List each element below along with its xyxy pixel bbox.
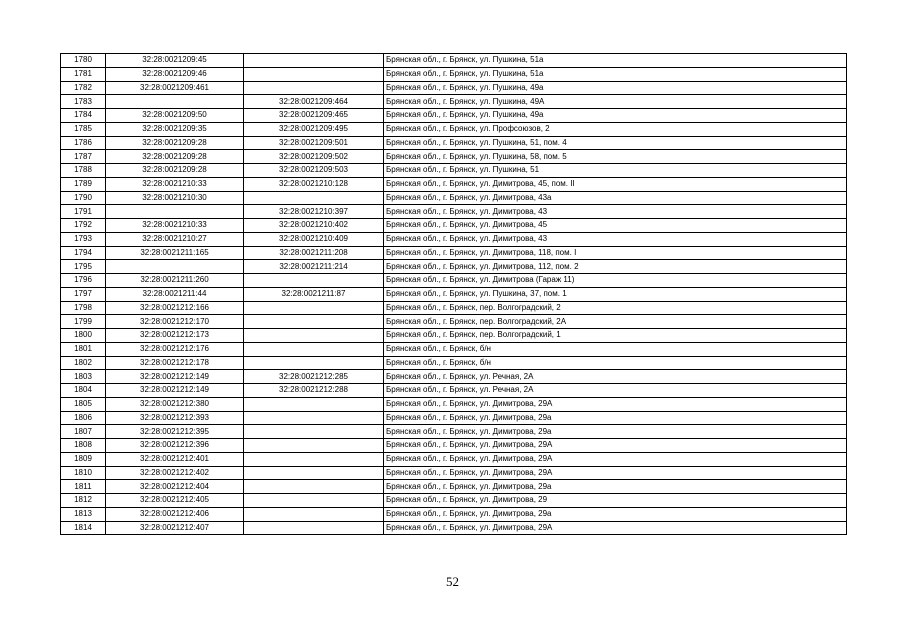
cadastral-number-cell: 32:28:0021211:165 [106,246,244,260]
address-cell: Брянская обл., г. Брянск, ул. Пушкина, 49А [384,95,847,109]
cadastral-number-cell: 32:28:0021212:149 [106,384,244,398]
address-cell: Брянская обл., г. Брянск, ул. Димитрова (Гараж 11) [384,274,847,288]
address-cell: Брянская обл., г. Брянск, б/н [384,342,847,356]
registry-table-body [61,54,847,535]
sub-object-number-cell [244,329,384,343]
row-number-cell: 1786 [61,136,106,150]
sub-object-number-cell [244,466,384,480]
sub-object-number-cell [244,191,384,205]
row-number-cell: 1814 [61,521,106,535]
address-cell: Брянская обл., г. Брянск, ул. Пушкина, 51а [384,67,847,81]
row-number-cell: 1781 [61,67,106,81]
address-cell: Брянская обл., г. Брянск, ул. Димитрова, 29А [384,397,847,411]
table-row [61,411,847,425]
address-cell: Брянская обл., г. Брянск, ул. Пушкина, 58, пом. 5 [384,150,847,164]
cadastral-number-cell: 32:28:0021210:33 [106,219,244,233]
row-number-cell: 1793 [61,232,106,246]
row-number-cell: 1810 [61,466,106,480]
row-number-cell: 1799 [61,315,106,329]
cadastral-number-cell: 32:28:0021209:46 [106,67,244,81]
table-row [61,109,847,123]
sub-object-number-cell [244,452,384,466]
table-row [61,246,847,260]
address-cell: Брянская обл., г. Брянск, ул. Димитрова, 29а [384,480,847,494]
row-number-cell: 1794 [61,246,106,260]
row-number-cell: 1782 [61,81,106,95]
table-row [61,177,847,191]
cadastral-number-cell: 32:28:0021212:402 [106,466,244,480]
table-row [61,81,847,95]
table-row [61,342,847,356]
row-number-cell: 1788 [61,164,106,178]
row-number-cell: 1796 [61,274,106,288]
table-row [61,494,847,508]
table-row [61,205,847,219]
cadastral-number-cell: 32:28:0021212:395 [106,425,244,439]
cadastral-number-cell: 32:28:0021209:28 [106,136,244,150]
table-row [61,397,847,411]
address-cell: Брянская обл., г. Брянск, б/н [384,356,847,370]
table-row [61,54,847,68]
sub-object-number-cell [244,54,384,68]
cadastral-number-cell: 32:28:0021212:173 [106,329,244,343]
address-cell: Брянская обл., г. Брянск, ул. Пушкина, 51, пом. 4 [384,136,847,150]
row-number-cell: 1808 [61,439,106,453]
sub-object-number-cell [244,67,384,81]
address-cell: Брянская обл., г. Брянск, ул. Пушкина, 49а [384,81,847,95]
sub-object-number-cell: 32:28:0021209:502 [244,150,384,164]
table-row [61,480,847,494]
cadastral-number-cell: 32:28:0021209:50 [106,109,244,123]
table-row [61,287,847,301]
cadastral-number-cell: 32:28:0021209:35 [106,122,244,136]
sub-object-number-cell [244,507,384,521]
table-row [61,370,847,384]
cadastral-number-cell: 32:28:0021212:405 [106,494,244,508]
table-row [61,274,847,288]
address-cell: Брянская обл., г. Брянск, ул. Пушкина, 51а [384,54,847,68]
row-number-cell: 1787 [61,150,106,164]
row-number-cell: 1791 [61,205,106,219]
row-number-cell: 1813 [61,507,106,521]
address-cell: Брянская обл., г. Брянск, ул. Димитрова, 29а [384,425,847,439]
address-cell: Брянская обл., г. Брянск, ул. Димитрова, 29А [384,439,847,453]
address-cell: Брянская обл., г. Брянск, ул. Речная, 2А [384,384,847,398]
address-cell: Брянская обл., г. Брянск, пер. Волгоградский, 2 [384,301,847,315]
sub-object-number-cell [244,315,384,329]
cadastral-number-cell: 32:28:0021209:45 [106,54,244,68]
page-number: 52 [446,574,459,589]
row-number-cell: 1785 [61,122,106,136]
cadastral-number-cell: 32:28:0021212:406 [106,507,244,521]
table-row [61,136,847,150]
cadastral-number-cell: 32:28:0021212:396 [106,439,244,453]
address-cell: Брянская обл., г. Брянск, ул. Димитрова, 45, пом. II [384,177,847,191]
address-cell: Брянская обл., г. Брянск, ул. Пушкина, 49а [384,109,847,123]
sub-object-number-cell: 32:28:0021209:503 [244,164,384,178]
cadastral-number-cell: 32:28:0021211:260 [106,274,244,288]
table-row [61,95,847,109]
table-row [61,191,847,205]
row-number-cell: 1784 [61,109,106,123]
sub-object-number-cell [244,81,384,95]
cadastral-number-cell [106,260,244,274]
row-number-cell: 1783 [61,95,106,109]
sub-object-number-cell: 32:28:0021212:288 [244,384,384,398]
cadastral-number-cell: 32:28:0021209:28 [106,150,244,164]
table-row [61,521,847,535]
row-number-cell: 1806 [61,411,106,425]
table-row [61,466,847,480]
address-cell: Брянская обл., г. Брянск, ул. Пушкина, 51 [384,164,847,178]
sub-object-number-cell: 32:28:0021210:409 [244,232,384,246]
row-number-cell: 1802 [61,356,106,370]
row-number-cell: 1811 [61,480,106,494]
row-number-cell: 1807 [61,425,106,439]
table-row [61,67,847,81]
cadastral-number-cell: 32:28:0021211:44 [106,287,244,301]
row-number-cell: 1789 [61,177,106,191]
sub-object-number-cell: 32:28:0021211:214 [244,260,384,274]
row-number-cell: 1792 [61,219,106,233]
property-registry-table [60,53,847,535]
sub-object-number-cell [244,356,384,370]
cadastral-number-cell: 32:28:0021212:178 [106,356,244,370]
row-number-cell: 1795 [61,260,106,274]
table-row [61,425,847,439]
sub-object-number-cell [244,425,384,439]
sub-object-number-cell [244,494,384,508]
cadastral-number-cell: 32:28:0021212:176 [106,342,244,356]
sub-object-number-cell [244,411,384,425]
row-number-cell: 1801 [61,342,106,356]
sub-object-number-cell: 32:28:0021210:397 [244,205,384,219]
sub-object-number-cell: 32:28:0021212:285 [244,370,384,384]
row-number-cell: 1809 [61,452,106,466]
address-cell: Брянская обл., г. Брянск, ул. Димитрова, 43 [384,205,847,219]
address-cell: Брянская обл., г. Брянск, ул. Димитрова, 29А [384,521,847,535]
sub-object-number-cell [244,521,384,535]
cadastral-number-cell: 32:28:0021212:401 [106,452,244,466]
table-row [61,301,847,315]
sub-object-number-cell: 32:28:0021209:501 [244,136,384,150]
sub-object-number-cell [244,439,384,453]
sub-object-number-cell: 32:28:0021209:465 [244,109,384,123]
cadastral-number-cell: 32:28:0021212:404 [106,480,244,494]
address-cell: Брянская обл., г. Брянск, ул. Димитрова, 29а [384,507,847,521]
table-row [61,150,847,164]
row-number-cell: 1800 [61,329,106,343]
cadastral-number-cell: 32:28:0021209:28 [106,164,244,178]
address-cell: Брянская обл., г. Брянск, ул. Пушкина, 37, пом. 1 [384,287,847,301]
cadastral-number-cell: 32:28:0021210:30 [106,191,244,205]
cadastral-number-cell: 32:28:0021209:461 [106,81,244,95]
sub-object-number-cell [244,480,384,494]
table-row [61,219,847,233]
table-row [61,384,847,398]
sub-object-number-cell [244,342,384,356]
sub-object-number-cell [244,301,384,315]
address-cell: Брянская обл., г. Брянск, пер. Волгоградский, 2А [384,315,847,329]
cadastral-number-cell [106,205,244,219]
table-row [61,232,847,246]
sub-object-number-cell: 32:28:0021210:402 [244,219,384,233]
row-number-cell: 1803 [61,370,106,384]
cadastral-number-cell: 32:28:0021212:393 [106,411,244,425]
cadastral-number-cell: 32:28:0021212:407 [106,521,244,535]
address-cell: Брянская обл., г. Брянск, ул. Речная, 2А [384,370,847,384]
table-row [61,122,847,136]
table-row [61,260,847,274]
sub-object-number-cell [244,397,384,411]
row-number-cell: 1797 [61,287,106,301]
sub-object-number-cell: 32:28:0021210:128 [244,177,384,191]
address-cell: Брянская обл., г. Брянск, ул. Димитрова, 29 [384,494,847,508]
address-cell: Брянская обл., г. Брянск, ул. Димитрова, 29А [384,466,847,480]
row-number-cell: 1812 [61,494,106,508]
address-cell: Брянская обл., г. Брянск, ул. Димитрова, 45 [384,219,847,233]
table-row [61,315,847,329]
cadastral-number-cell: 32:28:0021212:149 [106,370,244,384]
address-cell: Брянская обл., г. Брянск, пер. Волгоградский, 1 [384,329,847,343]
address-cell: Брянская обл., г. Брянск, ул. Димитрова, 112, пом. 2 [384,260,847,274]
address-cell: Брянская обл., г. Брянск, ул. Димитрова, 43а [384,191,847,205]
sub-object-number-cell: 32:28:0021211:87 [244,287,384,301]
cadastral-number-cell: 32:28:0021212:380 [106,397,244,411]
address-cell: Брянская обл., г. Брянск, ул. Димитрова, 118, пом. I [384,246,847,260]
table-row [61,507,847,521]
address-cell: Брянская обл., г. Брянск, ул. Профсоюзов, 2 [384,122,847,136]
cadastral-number-cell: 32:28:0021210:33 [106,177,244,191]
address-cell: Брянская обл., г. Брянск, ул. Димитрова, 29а [384,411,847,425]
row-number-cell: 1790 [61,191,106,205]
table-row [61,439,847,453]
table-row [61,164,847,178]
cadastral-number-cell: 32:28:0021212:166 [106,301,244,315]
sub-object-number-cell: 32:28:0021209:464 [244,95,384,109]
address-cell: Брянская обл., г. Брянск, ул. Димитрова, 29А [384,452,847,466]
row-number-cell: 1798 [61,301,106,315]
table-row [61,452,847,466]
address-cell: Брянская обл., г. Брянск, ул. Димитрова, 43 [384,232,847,246]
row-number-cell: 1804 [61,384,106,398]
cadastral-number-cell [106,95,244,109]
table-row [61,356,847,370]
sub-object-number-cell: 32:28:0021209:495 [244,122,384,136]
sub-object-number-cell [244,274,384,288]
table-row [61,329,847,343]
row-number-cell: 1780 [61,54,106,68]
sub-object-number-cell: 32:28:0021211:208 [244,246,384,260]
cadastral-number-cell: 32:28:0021210:27 [106,232,244,246]
cadastral-number-cell: 32:28:0021212:170 [106,315,244,329]
row-number-cell: 1805 [61,397,106,411]
